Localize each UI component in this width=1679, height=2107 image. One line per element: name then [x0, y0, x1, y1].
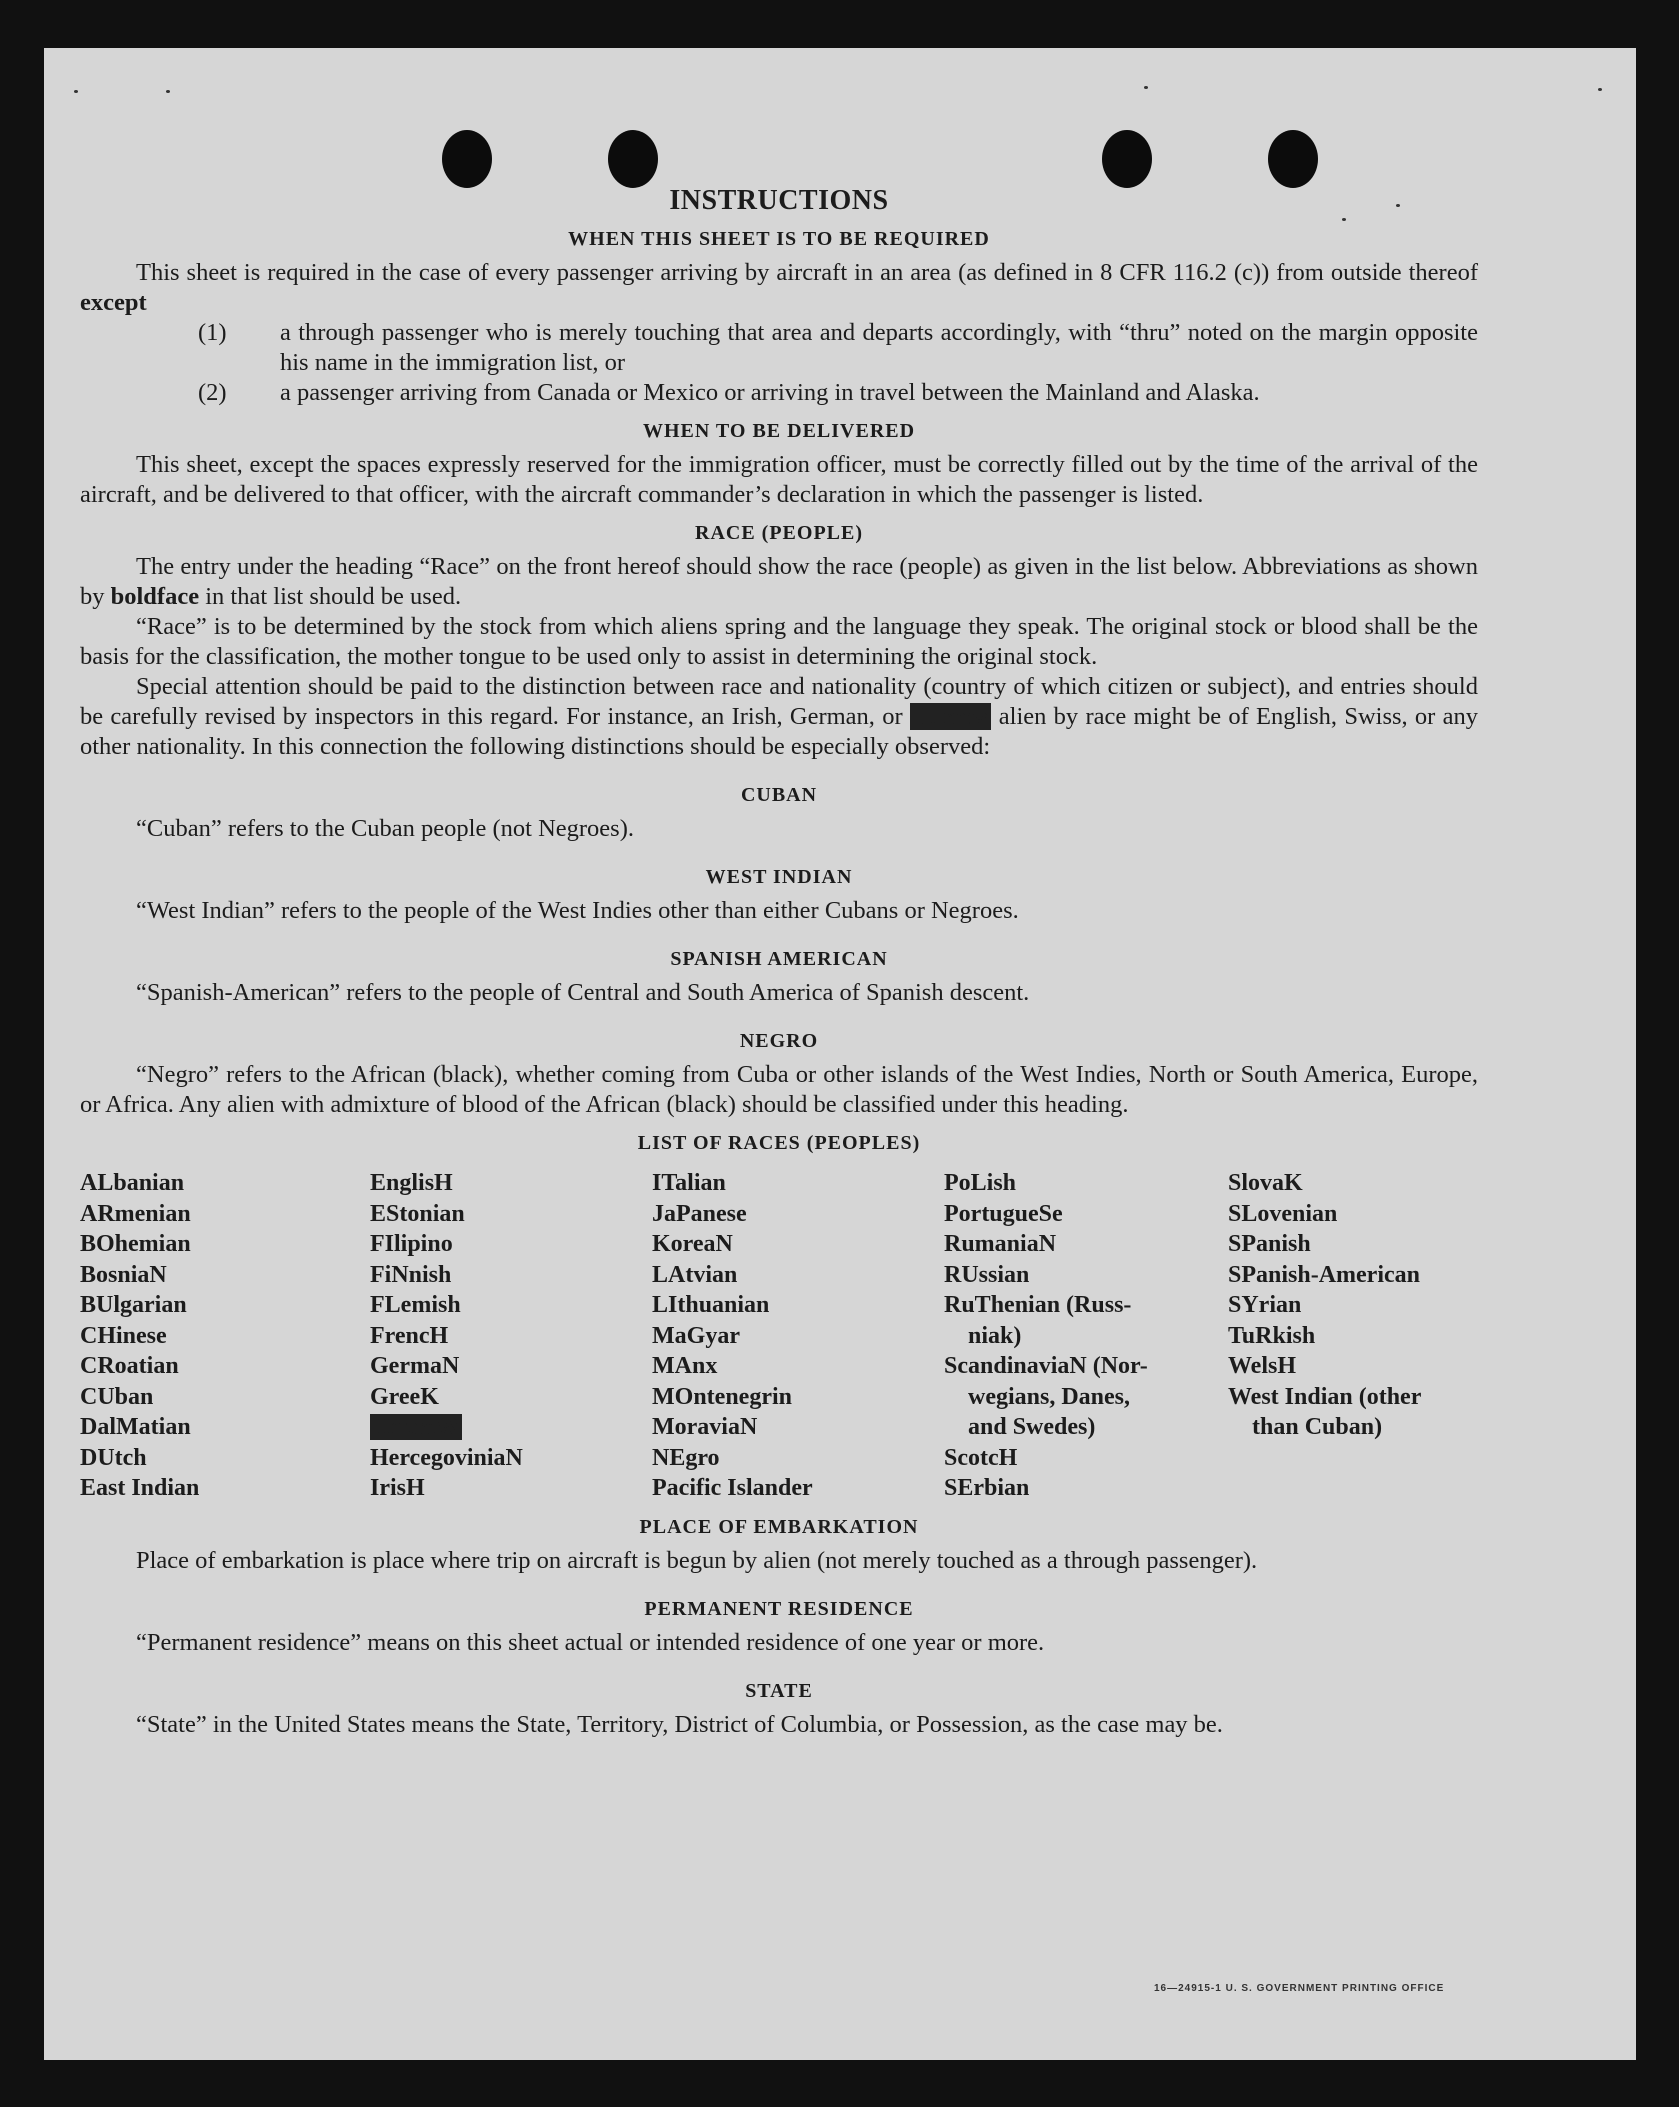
list-item: TuRkish — [1228, 1322, 1316, 1349]
list-item: FrencH — [370, 1322, 449, 1349]
list-item: FIlipino — [370, 1231, 453, 1257]
list-item — [370, 1412, 652, 1443]
list-item: GermaN — [370, 1353, 460, 1379]
list-item: Pacific Islander — [652, 1475, 813, 1501]
list-item: CRoatian — [80, 1353, 179, 1379]
list-item: RuThenian (Russ- — [944, 1292, 1132, 1318]
speck — [1144, 86, 1148, 89]
instructions-text — [80, 186, 1478, 1740]
section-heading-embarkation: PLACE OF EMBARKATION — [639, 1515, 919, 1538]
race-paragraph-1: The entry under the heading “Race” on the front hereof should show the race (people) as given in the list below. Abbreviations as shown by boldface in that list should be used. — [80, 553, 1478, 610]
section-heading-negro: NEGRO — [739, 1030, 819, 1052]
list-item: LIthuanian — [652, 1292, 770, 1318]
printer-imprint: 16—24915-1 U. S. GOVERNMENT PRINTING OFFICE — [1154, 1983, 1445, 1994]
section-heading-list: LIST OF RACES (PEOPLES) — [637, 1132, 921, 1154]
list-item: LAtvian — [652, 1261, 738, 1288]
list-item: HercegoviniaN — [370, 1444, 523, 1471]
punch-hole — [1268, 130, 1318, 188]
list-item: MoraviaN — [652, 1414, 758, 1440]
cuban-text: “Cuban” refers to the Cuban people (not Negroes). — [136, 815, 634, 842]
list-item: RUssian — [944, 1261, 1030, 1288]
list-item: RumaniaN — [944, 1231, 1057, 1257]
list-item: SLovenian — [1228, 1200, 1338, 1227]
list-item: BOhemian — [80, 1231, 191, 1257]
punch-hole — [1102, 130, 1152, 188]
list-item: ITalian — [652, 1170, 726, 1196]
list-item: SErbian — [944, 1475, 1030, 1501]
race-column-2 — [370, 1168, 652, 1504]
list-item: ARmenian — [80, 1200, 191, 1227]
list-item: GreeK — [370, 1383, 439, 1410]
list-item: PoLish — [944, 1170, 1017, 1196]
list-item: BosniaN — [80, 1261, 167, 1288]
section-heading-state: STATE — [745, 1679, 813, 1702]
section-heading-residence: PERMANENT RESIDENCE — [644, 1597, 914, 1620]
list-item: MaGyar — [652, 1322, 740, 1349]
list-item: ScotcH — [944, 1444, 1018, 1471]
list-item: SlovaK — [1228, 1170, 1303, 1196]
list-item: West Indian (other — [1228, 1383, 1422, 1410]
race-column-3 — [652, 1168, 944, 1504]
negro-text: “Negro” refers to the African (black), whether coming from Cuba or other islands of the West Indies, North or South America, Europe, or Africa. Any alien with admixture of blood of the African (black) should be classified under this heading. — [80, 1061, 1478, 1118]
section-heading-race: RACE (PEOPLE) — [695, 522, 863, 544]
list-item: KoreaN — [652, 1231, 733, 1257]
redacted-word: Hebrew — [911, 703, 990, 730]
punch-hole — [442, 130, 492, 188]
list-item: MAnx — [652, 1353, 718, 1379]
list-item: JaPanese — [652, 1200, 747, 1227]
list-item: PortugueSe — [944, 1200, 1063, 1227]
speck — [1598, 88, 1602, 91]
delivered-text: This sheet, except the spaces expressly reserved for the immigration officer, must be correctly filled out by the time of the arrival of the aircraft, and be delivered to that officer, with the aircraft commander’s declaration in which the passenger is listed. — [80, 451, 1478, 508]
required-intro: This sheet is required in the case of every passenger arriving by aircraft in an area (as defined in 8 CFR 116.2 (c)) from outside thereof except — [80, 259, 1478, 316]
list-item: ALbanian — [80, 1170, 185, 1196]
residence-text: “Permanent residence” means on this sheet actual or intended residence of one year or more. — [136, 1628, 1045, 1656]
required-item: (1) a through passenger who is merely touching that area and departs accordingly, with “thru” noted on the margin opposite his name in the immigration list, or — [198, 319, 1478, 376]
list-item: BUlgarian — [80, 1292, 187, 1318]
list-item: IrisH — [370, 1475, 425, 1501]
list-item-continued: than Cuban) — [1252, 1414, 1383, 1440]
list-item: SYrian — [1228, 1292, 1302, 1318]
list-item: FiNnish — [370, 1261, 452, 1288]
list-item-continued: and Swedes) — [968, 1414, 1096, 1440]
list-item: East Indian — [80, 1475, 200, 1501]
embarkation-text: Place of embarkation is place where trip on aircraft is begun by alien (not merely touched as a through passenger). — [136, 1546, 1258, 1574]
section-heading-cuban: CUBAN — [740, 784, 818, 806]
list-item: EnglisH — [370, 1170, 453, 1196]
list-item-continued: wegians, Danes, — [968, 1383, 1131, 1410]
list-item: DalMatian — [80, 1414, 191, 1440]
section-heading-delivered: WHEN TO BE DELIVERED — [642, 420, 916, 442]
list-item: SPanish-American — [1228, 1261, 1420, 1288]
list-item: NEgro — [652, 1444, 720, 1471]
race-list — [80, 1168, 1478, 1504]
spanish-american-text: “Spanish-American” refers to the people of Central and South America of Spanish descent. — [136, 979, 1030, 1006]
section-heading-spanish-american: SPANISH AMERICAN — [670, 948, 888, 970]
list-item: CHinese — [80, 1322, 167, 1349]
page-title: INSTRUCTIONS — [669, 185, 889, 216]
section-heading-west-indian: WEST INDIAN — [705, 866, 853, 888]
list-item: ScandinaviaN (Nor- — [944, 1353, 1148, 1379]
list-item: FLemish — [370, 1292, 461, 1318]
race-column-4 — [944, 1168, 1228, 1504]
race-paragraph-3: Special attention should be paid to the distinction between race and nationality (country of which citizen or subject), and entries should be carefully revised by inspectors in this regard. For instance, an Irish, German, or Hebrew alien by race might be of English, Swiss, or any other nationality. In this connection the following distinctions should be especially observed: — [80, 673, 1479, 760]
state-text: “State” in the United States means the State, Territory, District of Columbia, or Possession, as the case may be. — [136, 1710, 1223, 1738]
race-column-5 — [1228, 1168, 1478, 1504]
punch-hole — [608, 130, 658, 188]
list-item: SPanish — [1228, 1231, 1311, 1257]
race-column-1 — [80, 1168, 370, 1504]
speck — [166, 90, 170, 93]
list-item-continued: niak) — [968, 1322, 1022, 1349]
list-item: EStonian — [370, 1200, 465, 1227]
section-heading-required: WHEN THIS SHEET IS TO BE REQUIRED — [568, 228, 990, 250]
list-item: MOntenegrin — [652, 1383, 792, 1410]
redacted-word: HebreW — [372, 1414, 460, 1440]
list-item: WelsH — [1228, 1353, 1297, 1379]
speck — [74, 90, 78, 93]
list-item: DUtch — [80, 1444, 147, 1471]
required-item: (2) a passenger arriving from Canada or Mexico or arriving in travel between the Mainland and Alaska. — [198, 379, 1260, 406]
west-indian-text: “West Indian” refers to the people of the West Indies other than either Cubans or Negroes. — [136, 897, 1019, 924]
race-paragraph-2: “Race” is to be determined by the stock from which aliens spring and the language they speak. The original stock or blood shall be the basis for the classification, the mother tongue to be used only to assist in determining the original stock. — [80, 613, 1478, 670]
list-item: CUban — [80, 1383, 154, 1410]
